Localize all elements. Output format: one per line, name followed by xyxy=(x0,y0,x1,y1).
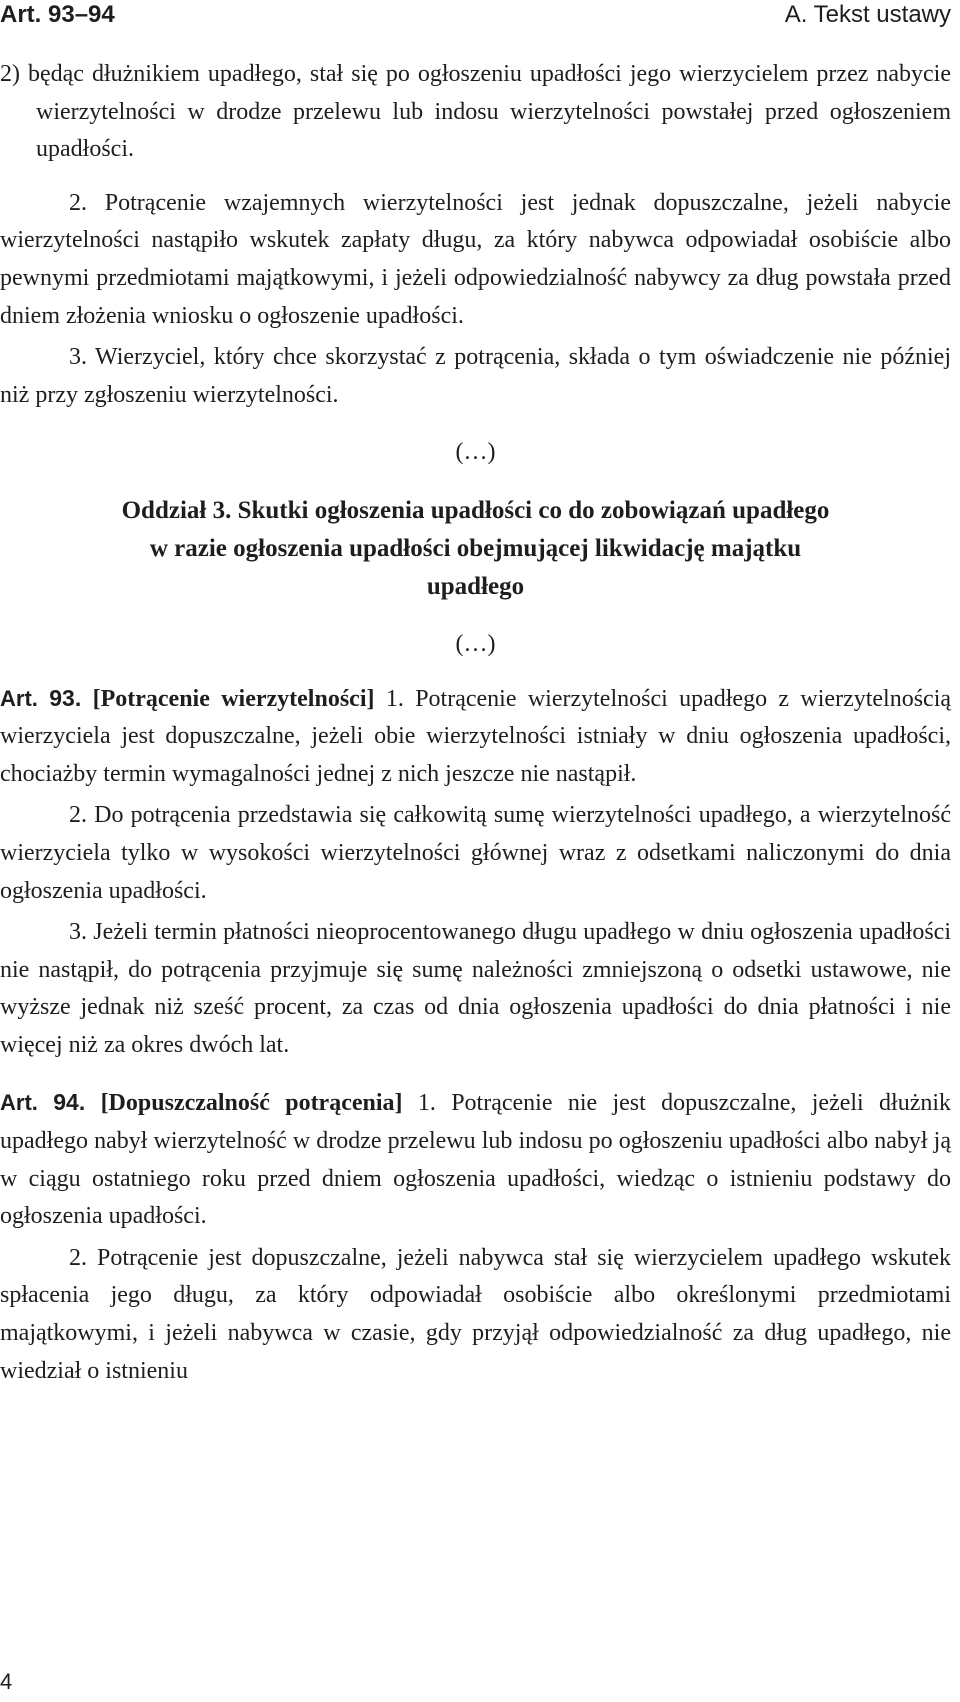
art93-paragraph-2: 2. Do potrącenia przedstawia się całkowitą sumę wierzytelności upadłego, a wierzytelność wierzyciela tylko w wysokości wierzytelności głównej wraz z odsetkami naliczonymi do dnia ogłoszenia upadłości. xyxy=(0,802,951,904)
intro-paragraph-3: 3. Wierzyciel, który chce skorzystać z potrącenia, składa o tym oświadczenie nie później niż przy zgłoszeniu wierzytelności. xyxy=(0,344,951,408)
art94-paragraph-2: 2. Potrącenie jest dopuszczalne, jeżeli nabywca stał się wierzycielem upadłego wskutek spłacenia jego długu, za który odpowiadał osobiście albo określonymi przedmiotami majątkowymi, i jeżeli nabywca w czasie, gdy przyjął odpowiedzialność za dług upadłego, nie wiedział o istnieniu xyxy=(0,1244,951,1384)
section-heading-line-1: Oddział 3. Skutki ogłoszenia upadłości co do zobowiązań upadłego xyxy=(121,496,830,524)
art94-text-1: 1. Potrącenie nie jest dopuszczalne, jeżeli dłużnik upadłego nabył wierzytelność w drodze przelewu lub indosu po ogłoszeniu upadłości albo nabył ją w ciągu ostatniego roku przed dniem ogłoszenia upadłości, wiedząc o istnieniu podstawy do ogłoszenia upadłości. xyxy=(0,1090,952,1230)
body-text xyxy=(0,56,951,1390)
running-head xyxy=(0,0,951,34)
page-number: 4 xyxy=(0,1669,13,1694)
art93-title: [Potrącenie wierzytelności] xyxy=(92,685,375,712)
art93-paragraph-1 xyxy=(0,680,951,794)
art94-label: Art. xyxy=(0,1090,38,1116)
art93-paragraph-3: 3. Jeżeli termin płatności nieoprocentowanego długu upadłego w dniu ogłoszenia upadłości nie nastąpił, do potrącenia przyjmuje się sumę należności zmniejszoną o odsetki ustawowe, nie wyższe jednak niż sześć procent, za czas od dnia ogłoszenia upadłości do dnia płatności i nie więcej niż za okres dwóch lat. xyxy=(0,919,951,1058)
omission-marker-2: (…) xyxy=(455,630,496,657)
art94-paragraph-1 xyxy=(0,1084,951,1235)
section-heading-line-2: w razie ogłoszenia upadłości obejmującej likwidację majątku xyxy=(149,534,802,562)
running-head-articles: Art. 93–94 xyxy=(0,1,115,28)
intro-item-2: 2) będąc dłużnikiem upadłego, stał się po ogłoszeniu upadłości jego wierzycielem przez nabycie wierzytelności w drodze przelewu lub indosu wierzytelności powstałej przed ogłoszeniem upadłości. xyxy=(0,61,951,163)
art93-label: Art. xyxy=(0,685,38,711)
art94-number: 94. xyxy=(53,1089,86,1116)
intro-paragraph-2: 2. Potrącenie wzajemnych wierzytelności jest jednak dopuszczalne, jeżeli nabycie wierzytelności nastąpiło wskutek zapłaty długu, za który nabywca odpowiadał osobiście albo pewnymi przedmiotami majątkowymi, i jeżeli odpowiedzialność nabywcy za dług powstała przed dniem złożenia wniosku o ogłoszenie upadłości. xyxy=(0,189,951,329)
section-heading-line-3: upadłego xyxy=(426,572,525,600)
art93-text-1: 1. Potrącenie wierzytelności upadłego z wierzytelnością wierzyciela jest dopuszczalne, jeżeli obie wierzytelności istniały w dniu ogłoszenia upadłości, chociażby termin wymagalności jednej z nich jeszcze nie nastąpił. xyxy=(0,685,952,787)
art93-number: 93. xyxy=(49,684,82,711)
omission-marker-1: (…) xyxy=(455,439,496,466)
running-head-section: A. Tekst ustawy xyxy=(784,1,951,28)
art94-title: [Dopuszczalność potrącenia] xyxy=(100,1090,403,1117)
